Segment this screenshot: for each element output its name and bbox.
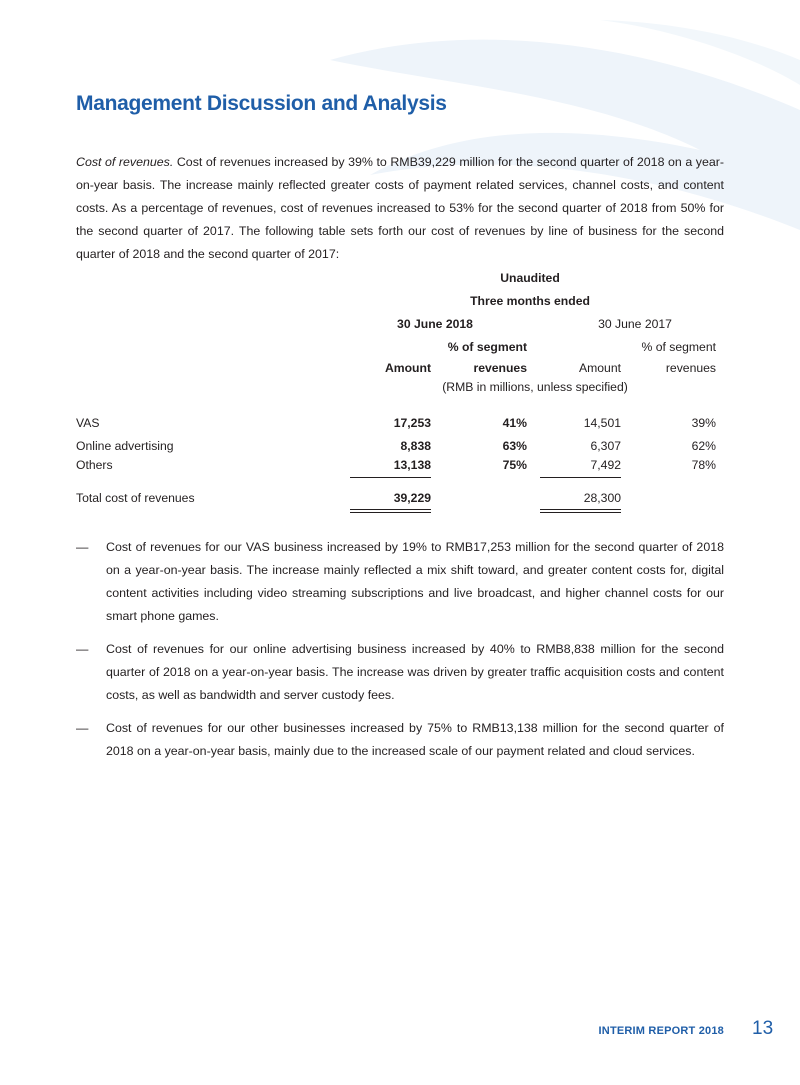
total-amount-2018: 39,229 bbox=[393, 491, 431, 505]
header-amount-2017: Amount bbox=[578, 361, 621, 375]
unit-note: (RMB in millions, unless specified) bbox=[442, 380, 628, 394]
header-pct-2018-bottom: revenues bbox=[473, 361, 527, 375]
subtotal-rule-2018 bbox=[350, 477, 431, 478]
row-label: VAS bbox=[76, 416, 100, 430]
bullet-text: Cost of revenues for our online advertising business increased by 40% to RMB8,838 million for the second quarter of 2018 on a year-on-year basis. The increase was driven by greater traffic acquisition costs and content costs, as well as bandwidth and server custody fees. bbox=[106, 642, 724, 702]
total-rule-2018-top bbox=[350, 509, 431, 510]
bullet-text: Cost of revenues for our other businesses increased by 75% to RMB13,138 million for the second quarter of 2018 on a year-on-year basis, mainly due to the increased scale of our payment related and cloud services. bbox=[106, 721, 724, 758]
bullet-list bbox=[76, 536, 724, 773]
row-pct-2018: 63% bbox=[502, 439, 527, 453]
row-amount-2017: 7,492 bbox=[590, 458, 621, 472]
list-item bbox=[76, 638, 724, 707]
bullet-dash: — bbox=[76, 721, 89, 735]
header-unaudited: Unaudited bbox=[500, 271, 560, 285]
total-rule-2018-bottom bbox=[350, 512, 431, 513]
row-label: Others bbox=[76, 458, 113, 472]
header-pct-2018-top: % of segment bbox=[447, 340, 527, 354]
row-pct-2018: 41% bbox=[502, 416, 527, 430]
row-amount-2017: 14,501 bbox=[583, 416, 621, 430]
row-amount-2018: 17,253 bbox=[393, 416, 431, 430]
row-amount-2018: 13,138 bbox=[393, 458, 431, 472]
intro-lead: Cost of revenues. bbox=[76, 155, 174, 169]
total-rule-2017-bottom bbox=[540, 512, 621, 513]
bullet-dash: — bbox=[76, 642, 89, 656]
header-pct-2017-top: % of segment bbox=[641, 340, 716, 354]
total-label: Total cost of revenues bbox=[76, 491, 195, 505]
row-pct-2017: 62% bbox=[691, 439, 716, 453]
total-amount-2017: 28,300 bbox=[583, 491, 621, 505]
row-label: Online advertising bbox=[76, 439, 174, 453]
bullet-dash: — bbox=[76, 540, 89, 554]
total-rule-2017-top bbox=[540, 509, 621, 510]
footer-report-label: INTERIM REPORT 2018 bbox=[598, 1025, 724, 1037]
row-pct-2018: 75% bbox=[502, 458, 527, 472]
bullet-text: Cost of revenues for our VAS business increased by 19% to RMB17,253 million for the second quarter of 2018 on a year-on-year basis. The increase mainly reflected a mix shift toward, and greater content costs for, digital content activities including video streaming subscriptions and live broadcast, and higher channel costs for our smart phone games. bbox=[106, 540, 724, 623]
list-item bbox=[76, 717, 724, 763]
list-item bbox=[76, 536, 724, 628]
header-2017: 30 June 2017 bbox=[598, 317, 672, 331]
header-pct-2017-bottom: revenues bbox=[665, 361, 716, 375]
subtotal-rule-2017 bbox=[540, 477, 621, 478]
row-pct-2017: 78% bbox=[691, 458, 716, 472]
header-period: Three months ended bbox=[470, 294, 590, 308]
row-amount-2017: 6,307 bbox=[590, 439, 621, 453]
header-amount-2018: Amount bbox=[384, 361, 431, 375]
row-amount-2018: 8,838 bbox=[400, 439, 431, 453]
header-2018: 30 June 2018 bbox=[397, 317, 473, 331]
intro-body: Cost of revenues increased by 39% to RMB39,229 million for the second quarter of 2018 on a year-on-year basis. The increase mainly reflected greater costs of payment related services, channel costs, and content costs. As a percentage of revenues, cost of revenues increased to 53% for the second quarter of 2018 from 50% for the second quarter of 2017. The following table sets forth our cost of revenues by line of business for the second quarter of 2018 and the second quarter of 2017: bbox=[76, 155, 724, 261]
page-number: 13 bbox=[752, 1018, 774, 1039]
row-pct-2017: 39% bbox=[691, 416, 716, 430]
cost-of-revenues-table bbox=[0, 0, 800, 540]
page-title: Management Discussion and Analysis bbox=[76, 92, 447, 115]
